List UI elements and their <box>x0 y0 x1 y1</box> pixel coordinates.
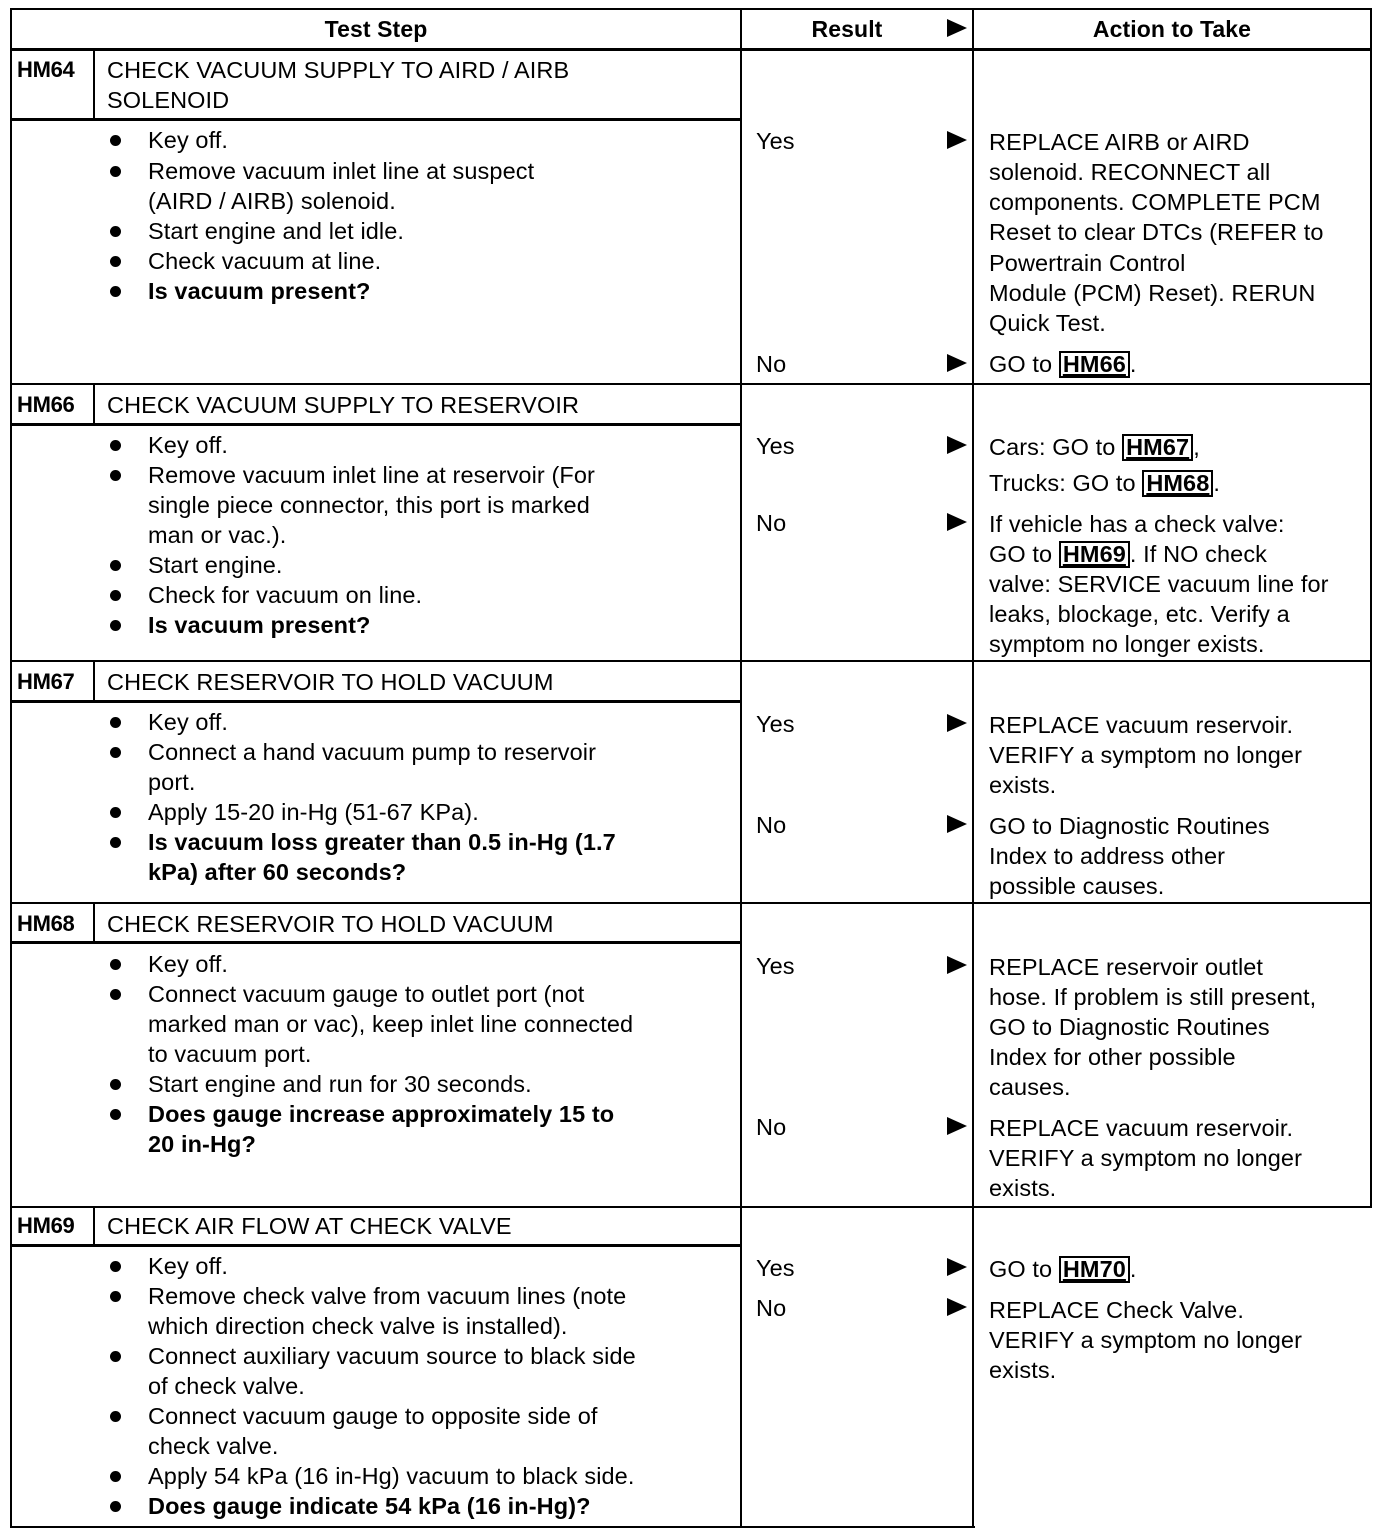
bullet-text: Remove vacuum inlet line at reservoir (For <box>148 462 595 488</box>
bullet-icon <box>110 747 121 758</box>
action-text: VERIFY a symptom no longer <box>989 1145 1303 1171</box>
code-cell-divider <box>93 1208 95 1245</box>
bullet-text: Start engine. <box>148 552 283 578</box>
bullet-text: Start engine and run for 30 seconds. <box>148 1071 532 1097</box>
step-title: CHECK AIR FLOW AT CHECK VALVE <box>107 1213 512 1239</box>
action-goto <box>989 349 1137 379</box>
bullet-icon <box>110 1109 121 1120</box>
bullet-text: Apply 15-20 in-Hg (51-67 KPa). <box>148 799 479 825</box>
bullet-icon <box>110 440 121 451</box>
arrow-icon <box>947 131 967 149</box>
bullet-text: Key off. <box>148 127 229 153</box>
bullet-text: Start engine and let idle. <box>148 218 405 244</box>
header-test-step: Test Step <box>324 16 428 42</box>
action-goto <box>989 1254 1137 1284</box>
step-code: HM66 <box>17 392 75 417</box>
bullet-icon <box>110 959 121 970</box>
action-goto <box>989 432 1200 462</box>
title-underline <box>10 700 741 703</box>
bullet-icon <box>110 989 121 1000</box>
header-action: Action to Take <box>1092 16 1252 42</box>
bullet-question: Does gauge indicate 54 kPa (16 in-Hg)? <box>148 1493 591 1519</box>
bullet-icon <box>110 1351 121 1362</box>
step-link-hm68[interactable]: HM68 <box>1142 470 1213 497</box>
step-link-hm69[interactable]: HM69 <box>1059 541 1130 568</box>
bullet-text: marked man or vac), keep inlet line connected <box>148 1011 634 1037</box>
bullet-text: Key off. <box>148 432 229 458</box>
step-code: HM64 <box>17 57 75 82</box>
step-link-hm66[interactable]: HM66 <box>1059 351 1130 378</box>
bullet-text: single piece connector, this port is marked <box>148 492 590 518</box>
action-text: GO to <box>989 541 1053 567</box>
action-text: exists. <box>989 772 1057 798</box>
step-code: HM69 <box>17 1213 75 1238</box>
bullet-text: Connect a hand vacuum pump to reservoir <box>148 739 597 765</box>
arrow-icon <box>947 436 967 454</box>
header-result: Result <box>811 16 883 42</box>
bullet-icon <box>110 1411 121 1422</box>
title-underline <box>10 118 741 121</box>
bullet-icon <box>110 1261 121 1272</box>
bullet-text: man or vac.). <box>148 522 287 548</box>
result-no: No <box>756 351 787 377</box>
action-goto <box>989 468 1220 498</box>
step-title: CHECK VACUUM SUPPLY TO RESERVOIR <box>107 392 580 418</box>
punctuation: , <box>1193 434 1200 460</box>
action-text: Powertrain Control <box>989 250 1186 276</box>
row-separator <box>10 1206 1372 1208</box>
bullet-text: check valve. <box>148 1433 279 1459</box>
action-text: Cars: GO to <box>989 434 1116 460</box>
bullet-icon <box>110 560 121 571</box>
arrow-icon <box>947 354 967 372</box>
code-cell-divider <box>93 904 95 942</box>
bullet-question: kPa) after 60 seconds? <box>148 859 407 885</box>
action-text: REPLACE reservoir outlet <box>989 954 1264 980</box>
bullet-icon <box>110 1079 121 1090</box>
code-cell-divider <box>93 50 95 119</box>
bullet-text: of check valve. <box>148 1373 305 1399</box>
bullet-question: Is vacuum present? <box>148 278 371 304</box>
action-text: VERIFY a symptom no longer <box>989 1327 1303 1353</box>
bullet-icon <box>110 717 121 728</box>
action-text: . If NO check <box>1129 541 1268 567</box>
result-yes: Yes <box>756 711 795 737</box>
header-bottom-border <box>10 48 1372 51</box>
result-no: No <box>756 812 787 838</box>
arrow-icon <box>947 956 967 974</box>
row-separator <box>10 902 1372 904</box>
table-bottom-border <box>10 1526 975 1528</box>
bullet-text: Apply 54 kPa (16 in-Hg) vacuum to black side. <box>148 1463 635 1489</box>
bullet-text: Key off. <box>148 1253 229 1279</box>
bullet-text: port. <box>148 769 196 795</box>
result-arrow-icon <box>947 19 967 37</box>
action-text: REPLACE vacuum reservoir. <box>989 1115 1294 1141</box>
punctuation: . <box>1129 351 1137 377</box>
table-top-border <box>10 8 1372 10</box>
action-text: If vehicle has a check valve: <box>989 511 1285 537</box>
arrow-icon <box>947 714 967 732</box>
row-separator <box>10 660 1372 662</box>
column-divider-result <box>740 8 742 1528</box>
result-yes: Yes <box>756 433 795 459</box>
action-text: possible causes. <box>989 873 1165 899</box>
bullet-icon <box>110 1501 121 1512</box>
arrow-icon <box>947 1117 967 1135</box>
arrow-icon <box>947 1258 967 1276</box>
bullet-text: Key off. <box>148 709 229 735</box>
bullet-icon <box>110 1471 121 1482</box>
action-text: Index for other possible <box>989 1044 1236 1070</box>
row-separator <box>10 383 1372 385</box>
result-no: No <box>756 1114 787 1140</box>
action-text: GO to <box>989 1256 1053 1282</box>
step-code: HM68 <box>17 911 75 936</box>
action-text: symptom no longer exists. <box>989 631 1265 657</box>
bullet-icon <box>110 135 121 146</box>
bullet-icon <box>110 256 121 267</box>
action-text: causes. <box>989 1074 1071 1100</box>
step-title: CHECK VACUUM SUPPLY TO AIRD / AIRB <box>107 57 570 83</box>
result-yes: Yes <box>756 953 795 979</box>
bullet-text: Check vacuum at line. <box>148 248 382 274</box>
action-text: hose. If problem is still present, <box>989 984 1317 1010</box>
step-code: HM67 <box>17 669 75 694</box>
code-cell-divider <box>93 385 95 424</box>
arrow-icon <box>947 513 967 531</box>
punctuation: . <box>1129 1256 1137 1282</box>
action-text: exists. <box>989 1357 1057 1383</box>
arrow-icon <box>947 1298 967 1316</box>
bullet-text: Remove vacuum inlet line at suspect <box>148 158 535 184</box>
bullet-icon <box>110 1291 121 1302</box>
bullet-text: Connect vacuum gauge to outlet port (not <box>148 981 585 1007</box>
code-cell-divider <box>93 662 95 701</box>
action-text: Quick Test. <box>989 310 1106 336</box>
table-right-border <box>1370 8 1372 1208</box>
punctuation: . <box>1213 470 1221 496</box>
bullet-question: 20 in-Hg? <box>148 1131 256 1157</box>
title-underline <box>10 1244 741 1247</box>
bullet-icon <box>110 590 121 601</box>
action-text: Trucks: GO to <box>989 470 1136 496</box>
action-text: solenoid. RECONNECT all <box>989 159 1271 185</box>
action-goto <box>989 539 1267 569</box>
action-text: VERIFY a symptom no longer <box>989 742 1303 768</box>
bullet-icon <box>110 226 121 237</box>
result-no: No <box>756 1295 787 1321</box>
bullet-text: Connect auxiliary vacuum source to black side <box>148 1343 636 1369</box>
step-title: SOLENOID <box>107 87 230 113</box>
result-yes: Yes <box>756 1255 795 1281</box>
bullet-icon <box>110 620 121 631</box>
bullet-text: Key off. <box>148 951 229 977</box>
table-left-border <box>10 8 12 1528</box>
bullet-icon <box>110 166 121 177</box>
action-text: GO to Diagnostic Routines <box>989 813 1270 839</box>
action-text: Module (PCM) Reset). RERUN <box>989 280 1316 306</box>
arrow-icon <box>947 815 967 833</box>
bullet-question: Is vacuum present? <box>148 612 371 638</box>
action-text: valve: SERVICE vacuum line for <box>989 571 1329 597</box>
step-link-hm67[interactable]: HM67 <box>1122 434 1193 461</box>
bullet-question: Does gauge increase approximately 15 to <box>148 1101 615 1127</box>
action-text: exists. <box>989 1175 1057 1201</box>
step-title: CHECK RESERVOIR TO HOLD VACUUM <box>107 669 554 695</box>
result-yes: Yes <box>756 128 795 154</box>
bullet-icon <box>110 470 121 481</box>
action-text: Reset to clear DTCs (REFER to <box>989 219 1324 245</box>
action-text: leaks, blockage, etc. Verify a <box>989 601 1290 627</box>
bullet-icon <box>110 807 121 818</box>
action-text: REPLACE vacuum reservoir. <box>989 712 1294 738</box>
action-text: GO to <box>989 351 1053 377</box>
result-no: No <box>756 510 787 536</box>
action-text: GO to Diagnostic Routines <box>989 1014 1270 1040</box>
step-title: CHECK RESERVOIR TO HOLD VACUUM <box>107 911 554 937</box>
bullet-text: Connect vacuum gauge to opposite side of <box>148 1403 598 1429</box>
action-text: REPLACE AIRB or AIRD <box>989 129 1250 155</box>
bullet-icon <box>110 286 121 297</box>
action-text: components. COMPLETE PCM <box>989 189 1321 215</box>
bullet-text: (AIRD / AIRB) solenoid. <box>148 188 396 214</box>
title-underline <box>10 423 741 426</box>
column-divider-action <box>972 8 974 1528</box>
bullet-text: Check for vacuum on line. <box>148 582 423 608</box>
bullet-text: Remove check valve from vacuum lines (note <box>148 1283 627 1309</box>
step-link-hm70[interactable]: HM70 <box>1059 1256 1130 1283</box>
bullet-text: to vacuum port. <box>148 1041 312 1067</box>
bullet-icon <box>110 837 121 848</box>
action-text: REPLACE Check Valve. <box>989 1297 1244 1323</box>
action-text: Index to address other <box>989 843 1226 869</box>
bullet-question: Is vacuum loss greater than 0.5 in-Hg (1.7 <box>148 829 616 855</box>
bullet-text: which direction check valve is installed). <box>148 1313 568 1339</box>
title-underline <box>10 941 741 944</box>
